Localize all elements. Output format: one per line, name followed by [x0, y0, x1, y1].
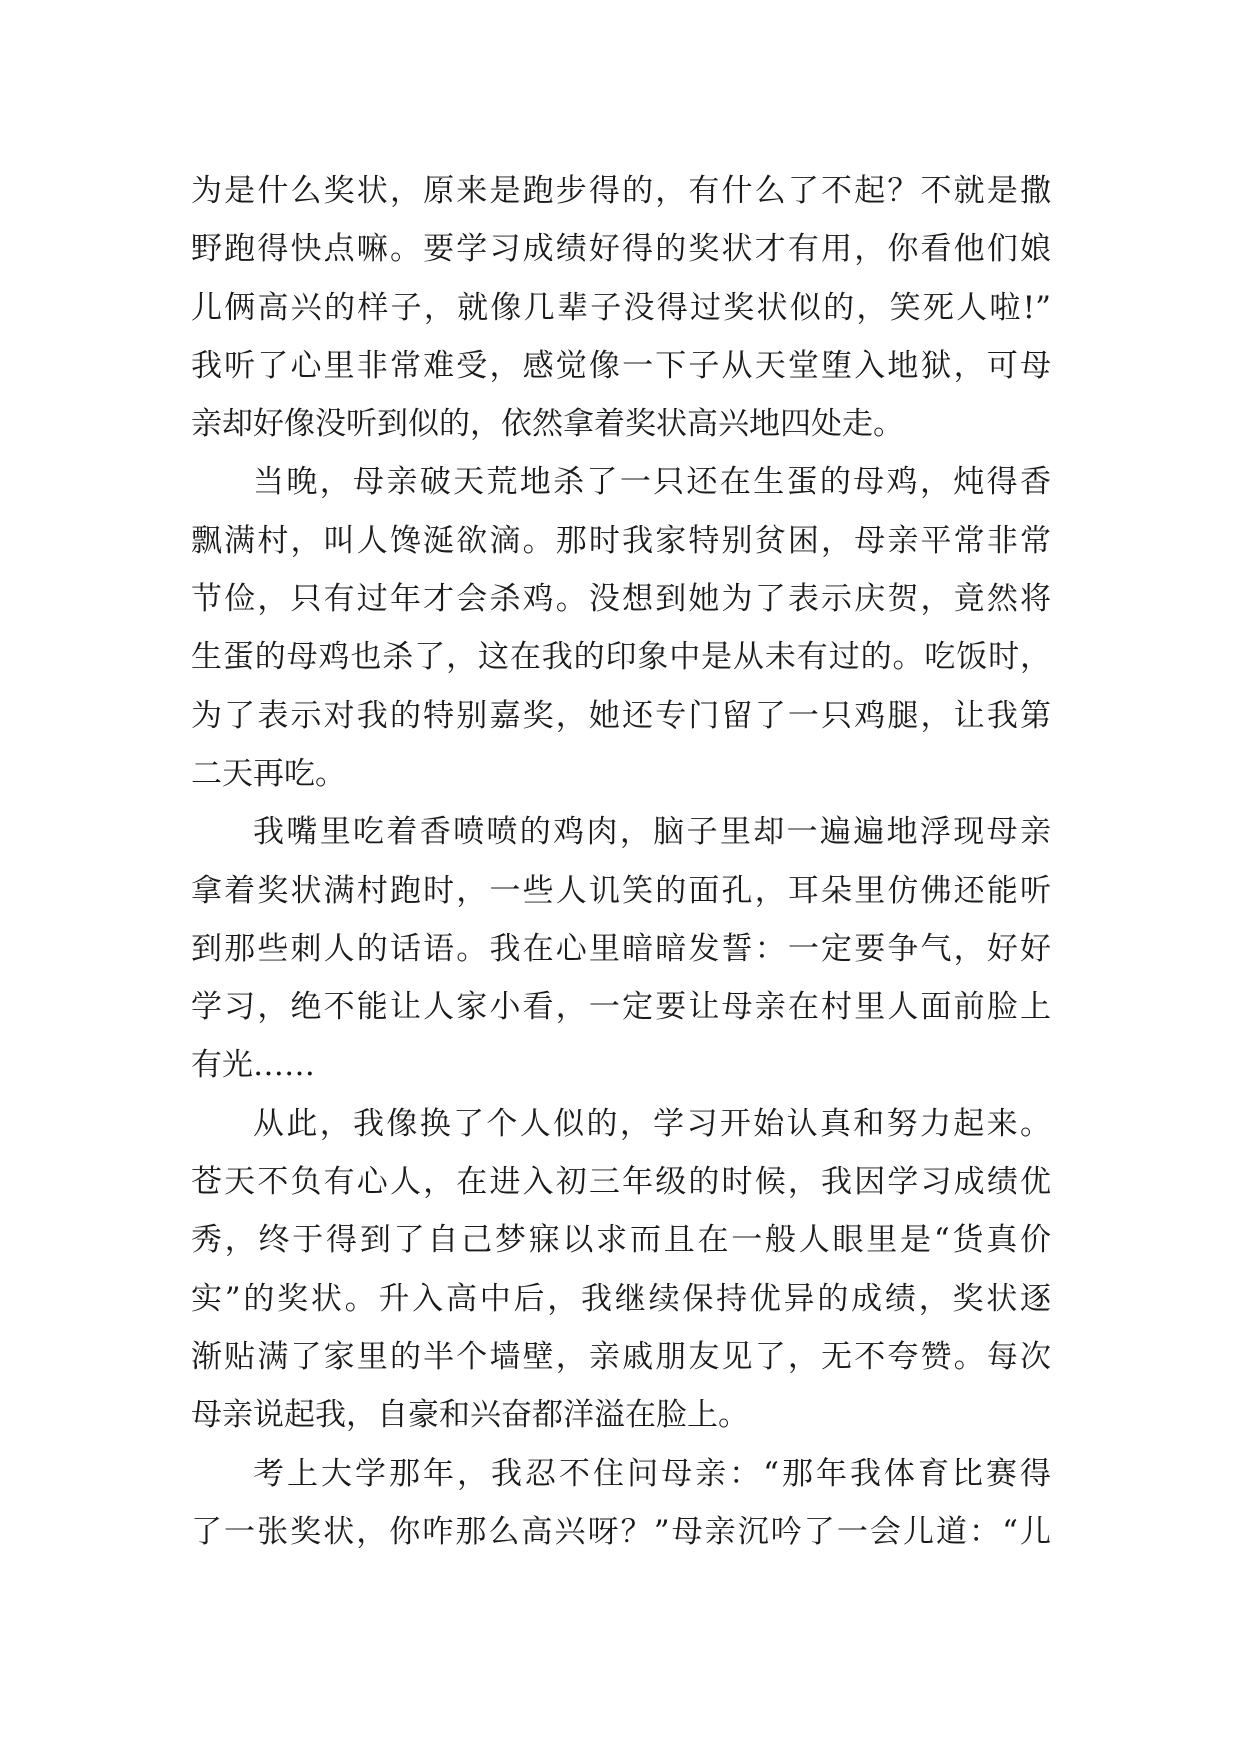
text-line: 了一张奖状，你咋那么高兴呀？”母亲沉吟了一会儿道：“儿	[191, 1513, 1051, 1550]
text-line: 为了表示对我的特别嘉奖，她还专门留了一只鸡腿，让我第	[191, 697, 1051, 734]
text-line: 有光……	[191, 1047, 315, 1084]
text-line: 拿着奖状满村跑时，一些人讥笑的面孔，耳朵里仿佛还能听	[191, 872, 1051, 909]
text-line: 儿俩高兴的样子，就像几辈子没得过奖状似的，笑死人啦!”	[191, 289, 1051, 326]
text-line: 从此，我像换了个人似的，学习开始认真和努力起来。	[253, 1105, 1051, 1142]
text-line: 学习，绝不能让人家小看，一定要让母亲在村里人面前脸上	[191, 989, 1051, 1026]
text-line: 当晚，母亲破天荒地杀了一只还在生蛋的母鸡，炖得香	[253, 464, 1051, 501]
text-line: 我嘴里吃着香喷喷的鸡肉，脑子里却一遍遍地浮现母亲	[253, 814, 1051, 851]
text-line: 亲却好像没听到似的，依然拿着奖状高兴地四处走。	[191, 406, 904, 443]
text-line: 我听了心里非常难受，感觉像一下子从天堂堕入地狱，可母	[191, 347, 1051, 384]
text-line: 二天再吃。	[191, 755, 346, 792]
text-line: 到那些刺人的话语。我在心里暗暗发誓：一定要争气，好好	[191, 930, 1051, 967]
text-line: 渐贴满了家里的半个墙壁，亲戚朋友见了，无不夸赞。每次	[191, 1338, 1051, 1375]
text-line: 秀，终于得到了自己梦寐以求而且在一般人眼里是“货真价	[191, 1222, 1051, 1259]
text-line: 野跑得快点嘛。要学习成绩好得的奖状才有用，你看他们娘	[191, 231, 1051, 268]
body-text	[191, 162, 1051, 1561]
text-line: 考上大学那年，我忍不住问母亲：“那年我体育比赛得	[253, 1455, 1051, 1492]
text-line: 为是什么奖状，原来是跑步得的，有什么了不起？不就是撒	[191, 173, 1051, 209]
text-line: 母亲说起我，自豪和兴奋都洋溢在脸上。	[191, 1397, 749, 1434]
text-line: 节俭，只有过年才会杀鸡。没想到她为了表示庆贺，竟然将	[191, 581, 1051, 618]
text-line: 生蛋的母鸡也杀了，这在我的印象中是从未有过的。吃饭时，	[191, 639, 1051, 676]
text-line: 飘满村，叫人馋涎欲滴。那时我家特别贫困，母亲平常非常	[191, 522, 1051, 559]
text-line: 苍天不负有心人，在进入初三年级的时候，我因学习成绩优	[191, 1164, 1051, 1201]
text-line: 实”的奖状。升入高中后，我继续保持优异的成绩，奖状逐	[191, 1280, 1051, 1317]
